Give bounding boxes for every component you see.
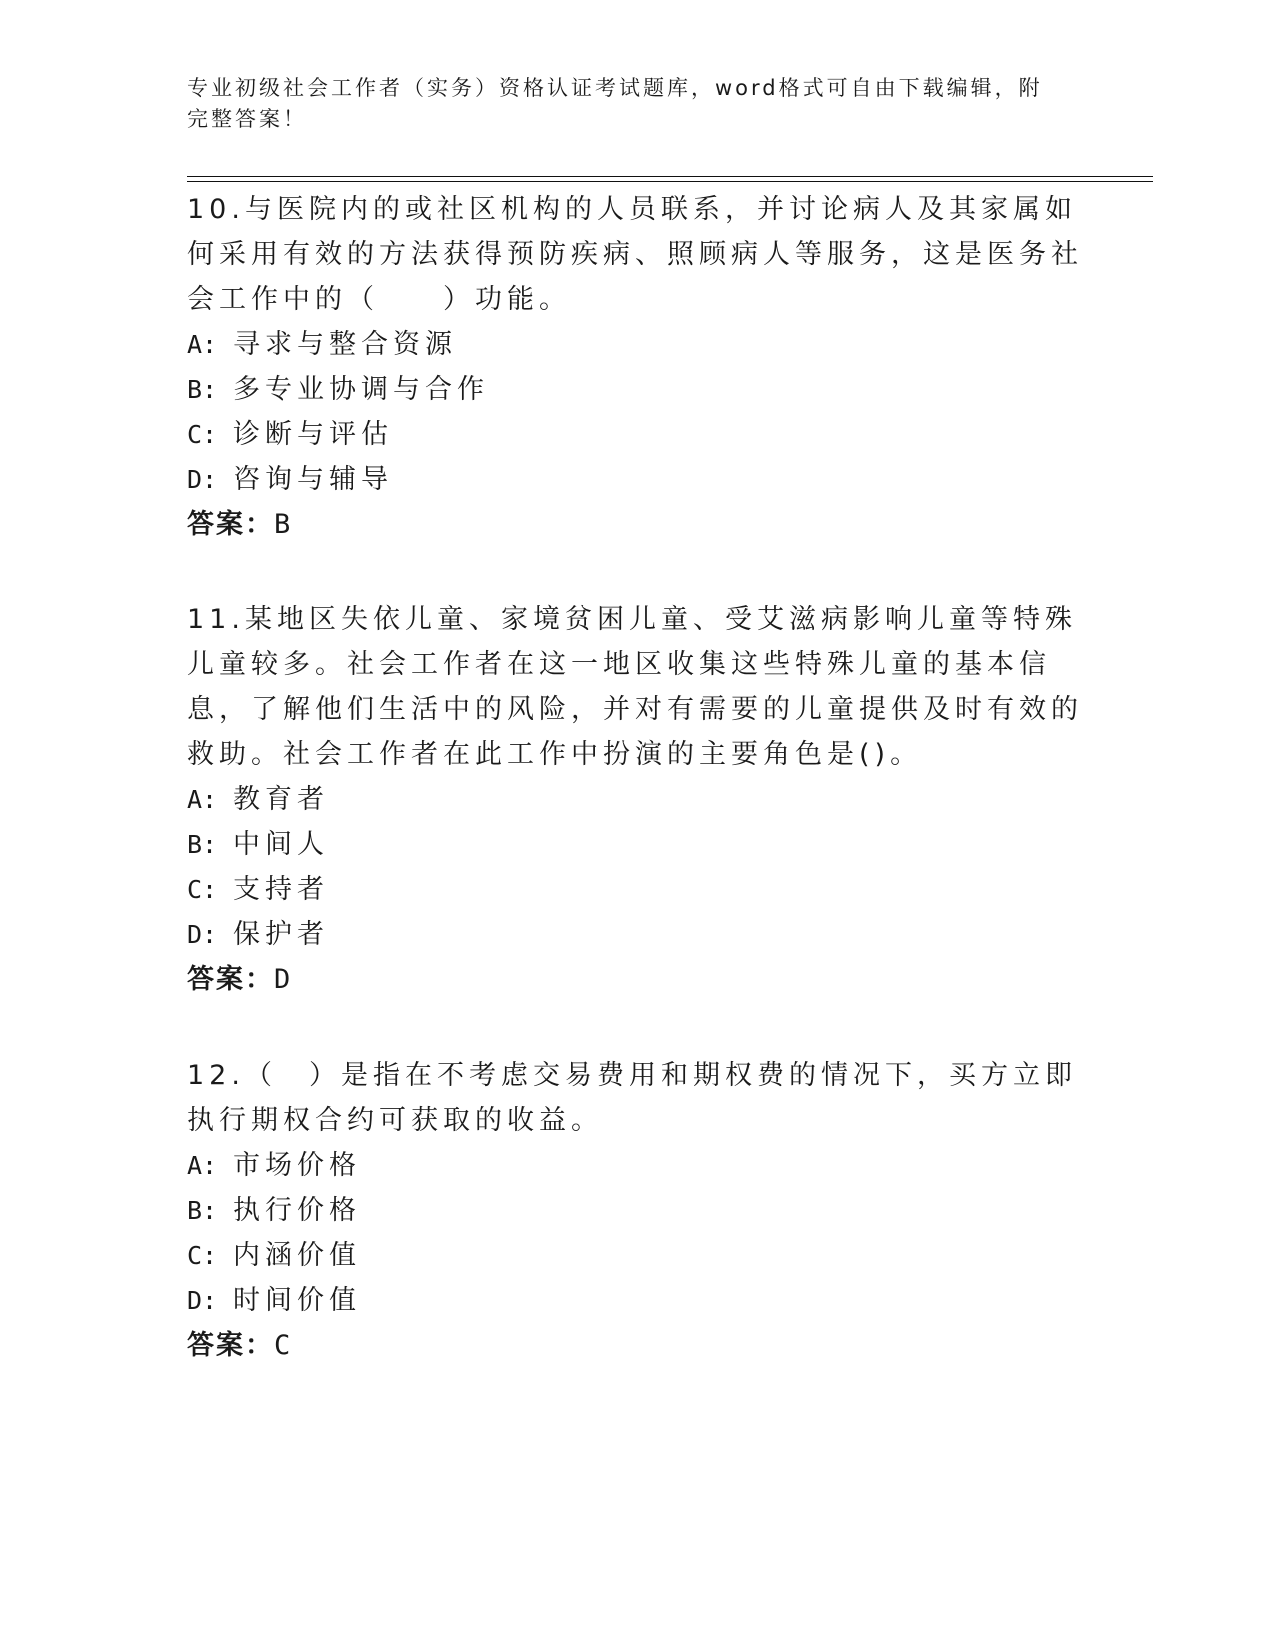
- option-text: 多专业协调与合作: [233, 374, 489, 405]
- question-block: [187, 1053, 1087, 1368]
- header-line-2: 完整答案！: [187, 107, 307, 131]
- answer-label: 答案：: [187, 509, 274, 540]
- option-d: [187, 1278, 1087, 1323]
- option-d: [187, 457, 1087, 502]
- option-c: [187, 867, 1087, 912]
- option-key: A:: [187, 785, 218, 814]
- option-key: A:: [187, 330, 218, 359]
- option-b: [187, 367, 1087, 412]
- answer-label: 答案：: [187, 1330, 274, 1361]
- answer-label: 答案：: [187, 964, 274, 995]
- option-a: [187, 777, 1087, 822]
- option-text: 内涵价值: [233, 1240, 361, 1271]
- option-key: C:: [187, 1241, 218, 1270]
- option-key: D:: [187, 1286, 218, 1315]
- header-divider-top: [187, 176, 1153, 177]
- option-text: 咨询与辅导: [233, 464, 393, 495]
- answer-line: [187, 502, 1087, 547]
- option-text: 寻求与整合资源: [233, 329, 457, 360]
- question-block: [187, 187, 1087, 547]
- answer-value: B: [274, 509, 293, 540]
- option-a: [187, 322, 1087, 367]
- option-text: 中间人: [233, 829, 329, 860]
- option-key: C:: [187, 875, 218, 904]
- option-a: [187, 1143, 1087, 1188]
- answer-value: C: [274, 1330, 293, 1361]
- question-text: 10.与医院内的或社区机构的人员联系，并讨论病人及其家属如何采用有效的方法获得预防疾病、照顾病人等服务，这是医务社会工作中的（ ）功能。: [187, 194, 1083, 315]
- answer-line: [187, 1323, 1087, 1368]
- document-header: [187, 73, 1077, 135]
- option-c: [187, 412, 1087, 457]
- option-text: 市场价格: [233, 1150, 361, 1181]
- option-d: [187, 912, 1087, 957]
- option-text: 诊断与评估: [233, 419, 393, 450]
- option-c: [187, 1233, 1087, 1278]
- header-divider-bottom: [187, 181, 1153, 182]
- option-key: A:: [187, 1151, 218, 1180]
- option-text: 保护者: [233, 919, 329, 950]
- option-key: B:: [187, 375, 218, 404]
- option-key: C:: [187, 420, 218, 449]
- option-text: 支持者: [233, 874, 329, 905]
- answer-line: [187, 957, 1087, 1002]
- question-block: [187, 597, 1087, 1002]
- option-key: D:: [187, 465, 218, 494]
- option-b: [187, 822, 1087, 867]
- option-key: B:: [187, 830, 218, 859]
- question-text: 11.某地区失依儿童、家境贫困儿童、受艾滋病影响儿童等特殊儿童较多。社会工作者在这一地区收集这些特殊儿童的基本信息，了解他们生活中的风险，并对有需要的儿童提供及时有效的救助。社会工作者在此工作中扮演的主要角色是()。: [187, 604, 1083, 770]
- option-key: D:: [187, 920, 218, 949]
- answer-value: D: [274, 964, 293, 995]
- question-text: 12.（ ）是指在不考虑交易费用和期权费的情况下，买方立即执行期权合约可获取的收益。: [187, 1060, 1077, 1136]
- option-b: [187, 1188, 1087, 1233]
- option-key: B:: [187, 1196, 218, 1225]
- option-text: 时间价值: [233, 1285, 361, 1316]
- option-text: 执行价格: [233, 1195, 361, 1226]
- header-line-1: 专业初级社会工作者（实务）资格认证考试题库，word格式可自由下载编辑，附: [187, 76, 1043, 100]
- option-text: 教育者: [233, 784, 329, 815]
